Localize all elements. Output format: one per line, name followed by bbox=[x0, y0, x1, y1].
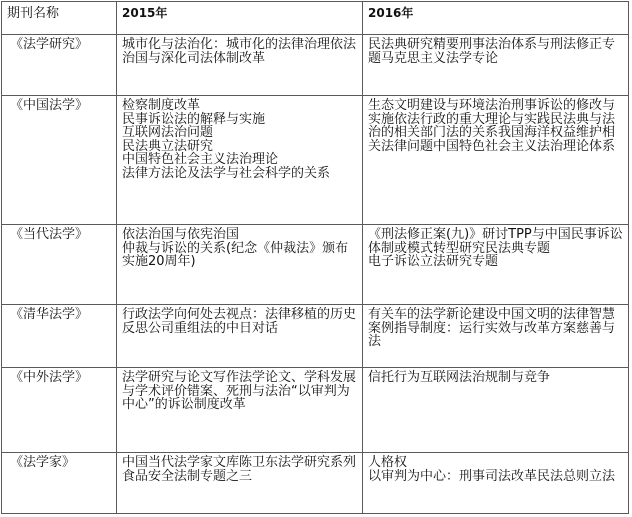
topics-2015-cell bbox=[117, 96, 363, 225]
topic-text: 信托行为互联网法治规制与竞争 bbox=[368, 370, 551, 385]
topics-2015-cell bbox=[117, 225, 363, 305]
topics-2016-cell bbox=[363, 96, 629, 225]
topics-2016-cell bbox=[363, 368, 629, 453]
topics-2015-cell bbox=[117, 368, 363, 453]
topic-text: 中国特色社会主义法治理论 bbox=[122, 152, 279, 167]
topic-text: 民法典立法研究 bbox=[122, 138, 214, 154]
journal-name-cell: 《中国法学》 bbox=[2, 96, 117, 225]
topic-text: 以审判为中心：刑事司法改革民法总则立法 bbox=[368, 468, 616, 484]
header-row bbox=[2, 2, 629, 35]
topic-text: 中国当代法学家文库陈卫东法学研究系列食品安全法制专题之三 bbox=[122, 455, 357, 484]
topic-text: 行政法学向何处去视点：法律移植的历史反思公司重组法的中日对话 bbox=[122, 307, 357, 336]
topic-text: 电子诉讼立法研究专题 bbox=[368, 254, 499, 269]
topics-2016-cell bbox=[363, 225, 629, 305]
topics-2015-cell bbox=[117, 305, 363, 368]
topic-text: 人格权 bbox=[368, 455, 408, 470]
topic-text: 依法治国与依宪治国 bbox=[122, 227, 240, 242]
topic-text: 城市化与法治化：城市化的法律治理依法治国与深化司法体制改革 bbox=[122, 37, 357, 66]
journal-name-cell: 《中外法学》 bbox=[2, 368, 117, 453]
table-row bbox=[2, 96, 629, 225]
table-row bbox=[2, 35, 629, 96]
table-row bbox=[2, 368, 629, 453]
topics-2015-cell bbox=[117, 35, 363, 96]
topic-text: 仲裁与诉讼的关系(纪念《仲裁法》颁布实施20周年) bbox=[122, 240, 349, 269]
topics-2016-cell bbox=[363, 35, 629, 96]
topics-2015-cell bbox=[117, 453, 363, 514]
topic-text: 有关车的法学新论建设中国文明的法律智慧案例指导制度：运行实效与改革方案慈善与法 bbox=[368, 307, 616, 349]
journal-topics-table bbox=[1, 1, 629, 514]
header-2015: 2015年 bbox=[117, 2, 363, 35]
header-2016: 2016年 bbox=[363, 2, 629, 35]
topic-text: 生态文明建设与环境法治刑事诉讼的修改与实施依法行政的重大理论与实践民法典与法治的相关部门法的关系我国海洋权益维护相关法律问题中国特色社会主义法治理论体系 bbox=[368, 98, 616, 154]
journal-name-cell: 《清华法学》 bbox=[2, 305, 117, 368]
topic-text: 民事诉讼法的解释与实施 bbox=[122, 111, 266, 127]
topic-text: 检察制度改革 bbox=[122, 98, 201, 113]
journal-name-cell: 《当代法学》 bbox=[2, 225, 117, 305]
topic-text: 法学研究与论文写作法学论文、学科发展与学术评价错案、死刑与法治“以审判为中心”的诉讼制度改革 bbox=[122, 370, 357, 412]
topic-text: 《刑法修正案(九)》研讨TPP与中国民事诉讼体制或模式转型研究民法典专题 bbox=[368, 227, 623, 256]
header-journal-name: 期刊名称 bbox=[2, 2, 117, 35]
topic-text: 法律方法论及法学与社会科学的关系 bbox=[122, 165, 331, 181]
journal-name-cell: 《法学研究》 bbox=[2, 35, 117, 96]
topics-2016-cell bbox=[363, 453, 629, 514]
table-row bbox=[2, 225, 629, 305]
topic-text: 民法典研究精要刑事法治体系与刑法修正专题马克思主义法学专论 bbox=[368, 37, 616, 66]
table-row bbox=[2, 305, 629, 368]
topics-2016-cell bbox=[363, 305, 629, 368]
journal-name-cell: 《法学家》 bbox=[2, 453, 117, 514]
topic-text: 互联网法治问题 bbox=[122, 125, 214, 140]
table-row bbox=[2, 453, 629, 514]
